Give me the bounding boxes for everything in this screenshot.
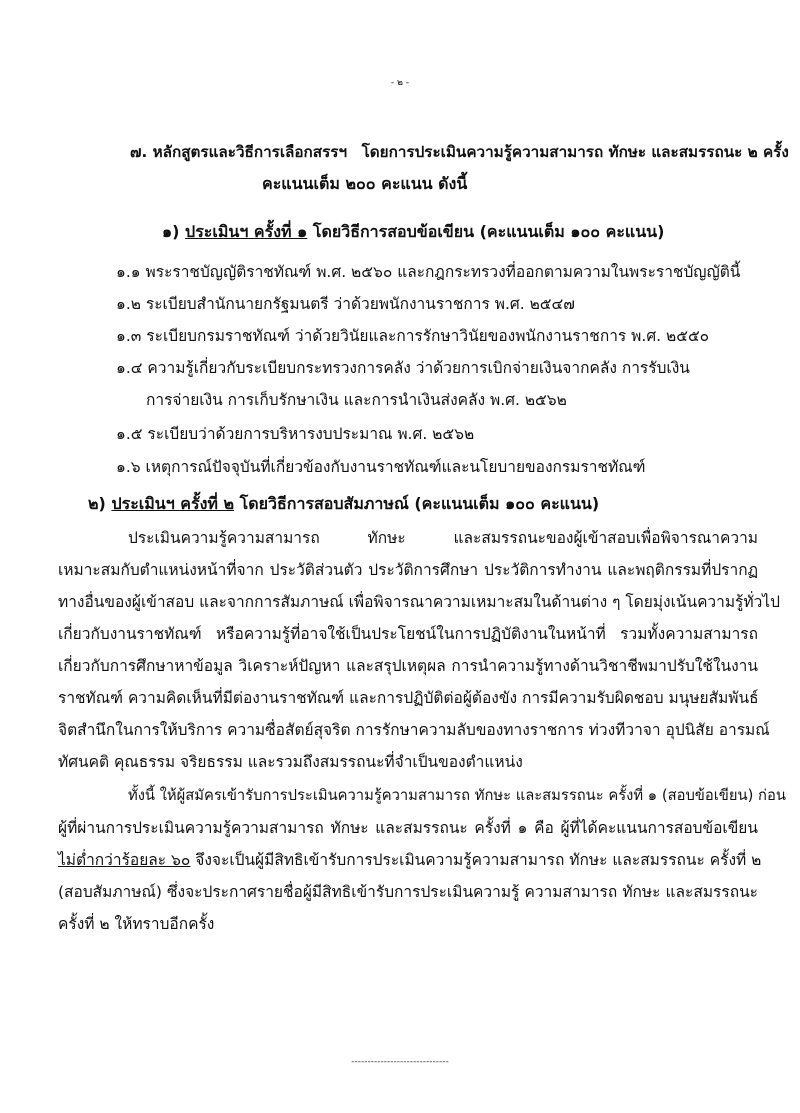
end-divider: ------------------------------ <box>351 1057 449 1067</box>
note-line3-rest: จึงจะเป็นผู้มีสิทธิเข้ารับการประเมินความรู้ความสามารถ ทักษะ และสมรรถนะ ครั้งที่ ๒ <box>190 851 762 869</box>
part2-number: ๒) <box>88 494 106 513</box>
part2-paragraph-line: เกี่ยวกับงานราชทัณฑ์ หรือความรู้ที่อาจใช้เป็นประโยชน์ในการปฏิบัติงานในหน้าที่ รวมทั้งความสามารถ <box>58 625 758 643</box>
part2-paragraph-line: จิตสำนึกในการให้บริการ ความซื่อสัตย์สุจริต การรักษาความลับของทางราชการ ท่วงทีวาจา อุปนิสัย อารมณ์ <box>58 721 770 739</box>
part1-item-continued: การจ่ายเงิน การเก็บรักษาเงิน และการนำเงินส่งคลัง พ.ศ. ๒๕๖๒ <box>146 391 567 409</box>
part2-method: โดยวิธีการสอบสัมภาษณ์ (คะแนนเต็ม ๑๐๐ คะแนน) <box>239 494 600 513</box>
part2-paragraph-line: ทางอื่นของผู้เข้าสอบ และจากการสัมภาษณ์ เพื่อพิจารณาความเหมาะสมในด้านต่าง ๆ โดยมุ่งเน้นความรู้ทั่วไป <box>58 593 780 611</box>
part1-item: ๑.๑ พระราชบัญญัติราชทัณฑ์ พ.ศ. ๒๕๖๐ และกฎกระทรวงที่ออกตามความในพระราชบัญญัตินี้ <box>116 263 741 281</box>
note-line: ครั้งที่ ๒ ให้ทราบอีกครั้ง <box>58 915 215 933</box>
part1-number: ๑) <box>162 222 180 241</box>
section-intro-line2: คะแนนเต็ม ๒๐๐ คะแนน ดังนี้ <box>262 174 468 193</box>
section-heading <box>130 142 789 162</box>
part1-item: ๑.๔ ความรู้เกี่ยวกับระเบียบกระทรวงการคลัง ว่าด้วยการเบิกจ่ายเงินจากคลัง การรับเงิน <box>116 359 690 377</box>
note-threshold: ไม่ต่ำกว่าร้อยละ ๖๐ <box>58 851 191 869</box>
note-line <box>58 850 762 870</box>
part1-heading <box>162 222 664 242</box>
part2-paragraph-line: เกี่ยวกับการศึกษาหาข้อมูล วิเคราะห์ปัญหา และสรุปเหตุผล การนำความรู้ทางด้านวิชาชีพมาปรับใช้ในงาน <box>58 657 758 675</box>
part2-paragraph-line: ประเมินความรู้ความสามารถ ทักษะ และสมรรถนะของผู้เข้าสอบเพื่อพิจารณาความ <box>128 529 758 547</box>
note-line: ผู้ที่ผ่านการประเมินความรู้ความสามารถ ทักษะ และสมรรถนะ ครั้งที่ ๑ คือ ผู้ที่ได้คะแนนการสอบข้อเขียน <box>58 819 758 837</box>
part1-item: ๑.๒ ระเบียบสำนักนายกรัฐมนตรี ว่าด้วยพนักงานราชการ พ.ศ. ๒๕๔๗ <box>116 295 575 313</box>
part2-paragraph-line: เหมาะสมกับตำแหน่งหน้าที่จาก ประวัติส่วนตัว ประวัติการศึกษา ประวัติการทำงาน และพฤติกรรมที่ปรากฏ <box>58 561 758 579</box>
part2-title: ประเมินฯ ครั้งที่ ๒ <box>111 494 235 513</box>
note-line: (สอบสัมภาษณ์) ซึ่งจะประกาศรายชื่อผู้มีสิทธิเข้ารับการประเมินความรู้ ความสามารถ ทักษะ และสมรรถนะ <box>58 883 758 901</box>
note-line: ทั้งนี้ ให้ผู้สมัครเข้ารับการประเมินความรู้ความสามารถ ทักษะ และสมรรถนะ ครั้งที่ ๑ (สอบข้อเขียน) ก่อน <box>128 787 786 804</box>
part1-item: ๑.๓ ระเบียบกรมราชทัณฑ์ ว่าด้วยวินัยและการรักษาวินัยของพนักงานราชการ พ.ศ. ๒๕๕๐ <box>116 327 710 345</box>
section-intro-line1: โดยการประเมินความรู้ความสามารถ ทักษะ และสมรรถนะ ๒ ครั้ง <box>361 143 789 161</box>
part2-paragraph-line: ราชทัณฑ์ ความคิดเห็นที่มีต่องานราชทัณฑ์ และการปฏิบัติต่อผู้ต้องขัง การมีความรับผิดชอบ มนุษยสัมพันธ์ <box>58 689 759 707</box>
part1-title: ประเมินฯ ครั้งที่ ๑ <box>185 222 308 241</box>
part1-item: ๑.๖ เหตุการณ์ปัจจุบันที่เกี่ยวข้องกับงานราชทัณฑ์และนโยบายของกรมราชทัณฑ์ <box>116 458 646 476</box>
part2-heading <box>88 494 599 514</box>
section-title: ๗. หลักสูตรและวิธีการเลือกสรรฯ <box>130 143 348 161</box>
page-number: - ๒ - <box>390 78 410 88</box>
part2-paragraph-line: ทัศนคติ คุณธรรม จริยธรรม และรวมถึงสมรรถนะที่จำเป็นของตำแหน่ง <box>58 753 523 771</box>
part1-method: โดยวิธีการสอบข้อเขียน (คะแนนเต็ม ๑๐๐ คะแนน) <box>312 222 665 241</box>
part1-item: ๑.๕ ระเบียบว่าด้วยการบริหารงบประมาณ พ.ศ. ๒๕๖๒ <box>116 425 475 443</box>
